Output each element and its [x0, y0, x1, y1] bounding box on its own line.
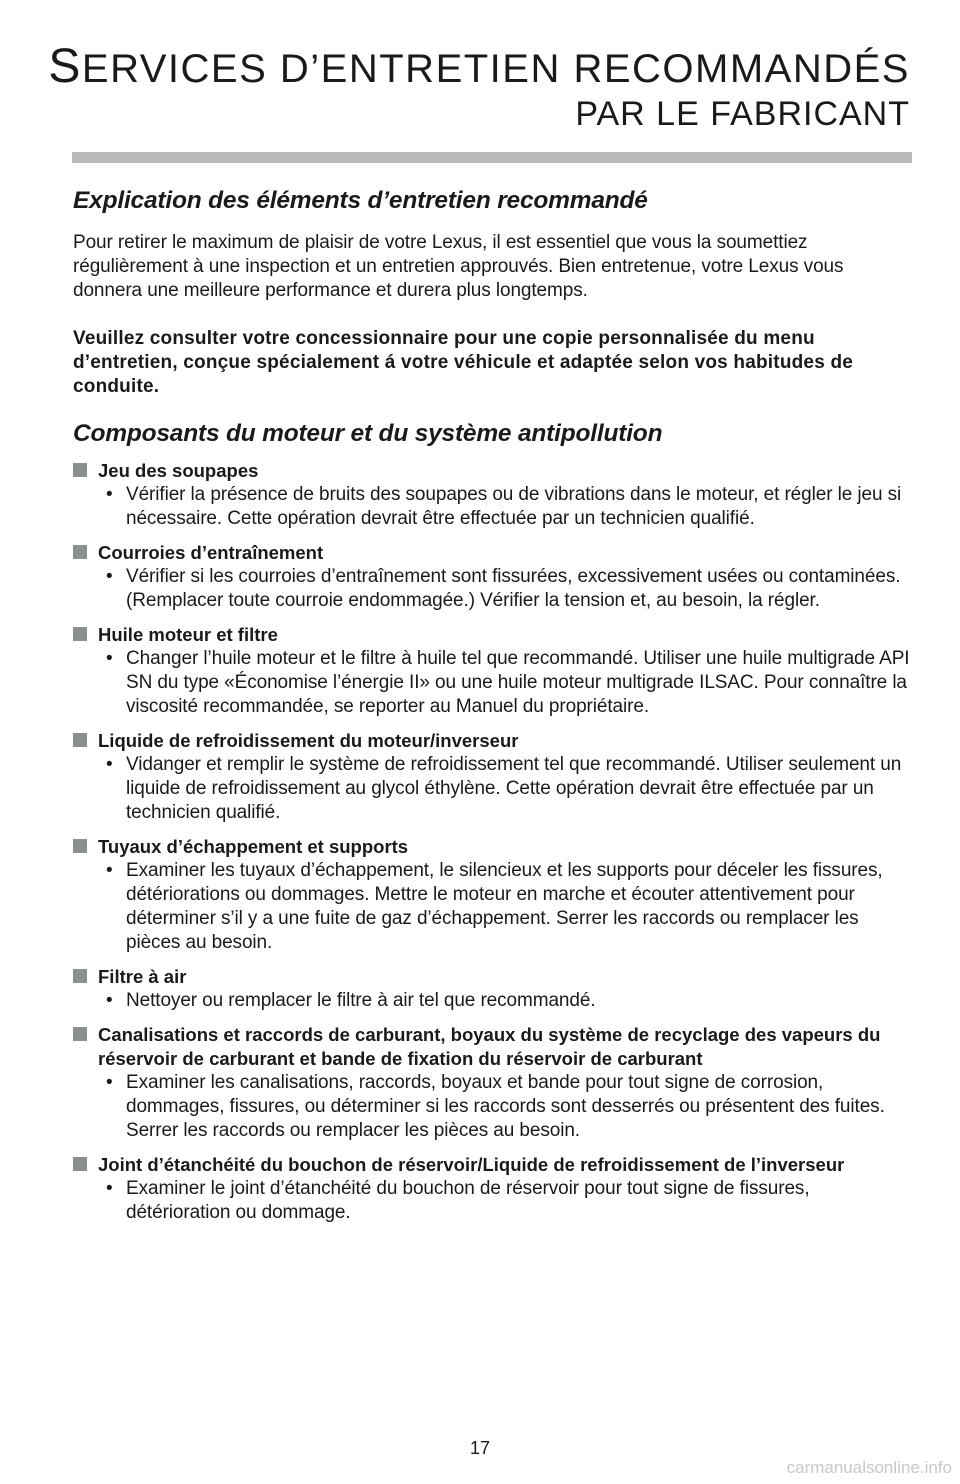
item-bullet-row	[73, 1177, 913, 1225]
item-description: Vidanger et remplir le système de refroidissement tel que recommandé. Utiliser seulement un liquide de refroidissement au glycol éthylène. Cette opération devrait être effectuée par un technicien qualifié.	[126, 754, 902, 823]
item-heading: Joint d’étanchéité du bouchon de réservoir/Liquide de refroidissement de l’inverseur	[98, 1154, 845, 1175]
bullet-dot-icon: •	[106, 860, 113, 881]
item-description: Vérifier si les courroies d’entraînement sont fissurées, excessivement usées ou contaminées. (Remplacer toute courroie endommagée.) Vérifier la tension et, au besoin, la régler.	[126, 566, 901, 611]
watermark: carmanualsonline.info	[786, 1458, 952, 1477]
bullet-dot-icon: •	[106, 1072, 113, 1093]
square-bullet-icon	[73, 545, 87, 559]
page-subtitle: PAR LE FABRICANT	[575, 95, 910, 133]
item-heading: Jeu des soupapes	[98, 460, 259, 481]
item-heading-row	[73, 1153, 913, 1177]
intro-paragraph: Pour retirer le maximum de plaisir de votre Lexus, il est essentiel que vous la soumettiez régulièrement à une inspection et un entretien approuvés. Bien entretenue, votre Lexus vous donnera une meilleure performance et durera plus longtemps.	[73, 232, 844, 301]
page-title	[48, 40, 910, 93]
item-heading-row	[73, 729, 913, 753]
square-bullet-icon	[73, 969, 87, 983]
item-description: Changer l’huile moteur et le filtre à huile tel que recommandé. Utiliser une huile multigrade API SN du type «Économise l’énergie II» ou une huile moteur multigrade ILSAC. Pour connaître la viscosité recommandée, se reporter au Manuel du propriétaire.	[126, 648, 910, 717]
item-description: Examiner les tuyaux d’échappement, le silencieux et les supports pour déceler les fissures, détériorations ou dommages. Mettre le moteur en marche et écouter attentivement pour déterminer s’il y a une fuite de gaz d’échappement. Serrer les raccords ou remplacer les pièces au besoin.	[126, 860, 883, 953]
item-bullet-row	[73, 989, 913, 1013]
maintenance-item-list	[73, 459, 913, 1225]
item-heading: Filtre à air	[98, 966, 187, 987]
item-description: Vérifier la présence de bruits des soupapes ou de vibrations dans le moteur, et régler le jeu si nécessaire. Cette opération devrait être effectuée par un technicien qualifié.	[126, 484, 902, 529]
item-bullet-row	[73, 565, 913, 613]
square-bullet-icon	[73, 733, 87, 747]
list-item	[73, 1153, 913, 1225]
square-bullet-icon	[73, 1027, 87, 1041]
item-heading-row	[73, 623, 913, 647]
bullet-dot-icon: •	[106, 484, 113, 505]
item-heading-row	[73, 1023, 913, 1071]
item-bullet-row	[73, 483, 913, 531]
bullet-dot-icon: •	[106, 1178, 113, 1199]
item-description: Examiner le joint d’étanchéité du bouchon de réservoir pour tout signe de fissures, détérioration ou dommage.	[126, 1178, 810, 1223]
square-bullet-icon	[73, 627, 87, 641]
item-heading: Canalisations et raccords de carburant, boyaux du système de recyclage des vapeurs du réservoir de carburant et bande de fixation du réservoir de carburant	[98, 1024, 881, 1069]
item-heading-row	[73, 965, 913, 989]
item-heading-row	[73, 835, 913, 859]
bullet-dot-icon: •	[106, 754, 113, 775]
square-bullet-icon	[73, 463, 87, 477]
section-title-components: Composants du moteur et du système antipollution	[73, 420, 663, 447]
main-content	[73, 176, 913, 1235]
list-item	[73, 623, 913, 719]
list-item	[73, 729, 913, 825]
title-initial-cap: S	[48, 40, 82, 93]
page-number: 17	[469, 1438, 491, 1458]
list-item	[73, 1023, 913, 1143]
item-bullet-row	[73, 647, 913, 719]
list-item	[73, 541, 913, 613]
item-heading: Courroies d’entraînement	[98, 542, 324, 563]
bullet-dot-icon: •	[106, 990, 113, 1011]
title-rest: ERVICES D’ENTRETIEN RECOMMANDÉS	[81, 47, 910, 91]
dealer-notice: Veuillez consulter votre concessionnaire pour une copie personnalisée du menu d’entretien, conçue spécialement á votre véhicule et adaptée selon vos habitudes de conduite.	[73, 328, 854, 397]
item-heading-row	[73, 459, 913, 483]
square-bullet-icon	[73, 839, 87, 853]
section-title-explanation: Explication des éléments d’entretien recommandé	[73, 187, 648, 214]
item-bullet-row	[73, 859, 913, 955]
item-heading: Liquide de refroidissement du moteur/inverseur	[98, 730, 519, 751]
bullet-dot-icon: •	[106, 566, 113, 587]
square-bullet-icon	[73, 1157, 87, 1171]
item-bullet-row	[73, 1071, 913, 1143]
item-description: Nettoyer ou remplacer le filtre à air tel que recommandé.	[126, 990, 596, 1011]
list-item	[73, 965, 913, 1013]
item-heading: Huile moteur et filtre	[98, 624, 278, 645]
item-heading-row	[73, 541, 913, 565]
item-bullet-row	[73, 753, 913, 825]
list-item	[73, 835, 913, 955]
item-description: Examiner les canalisations, raccords, boyaux et bande pour tout signe de corrosion, dommages, fissures, ou déterminer si les raccords sont desserrés ou présentent des fuites. Serrer les raccords ou remplacer les pièces au besoin.	[126, 1072, 885, 1141]
bullet-dot-icon: •	[106, 648, 113, 669]
header-divider	[72, 152, 912, 163]
item-heading: Tuyaux d’échappement et supports	[98, 836, 409, 857]
page-header	[48, 40, 910, 134]
list-item	[73, 459, 913, 531]
